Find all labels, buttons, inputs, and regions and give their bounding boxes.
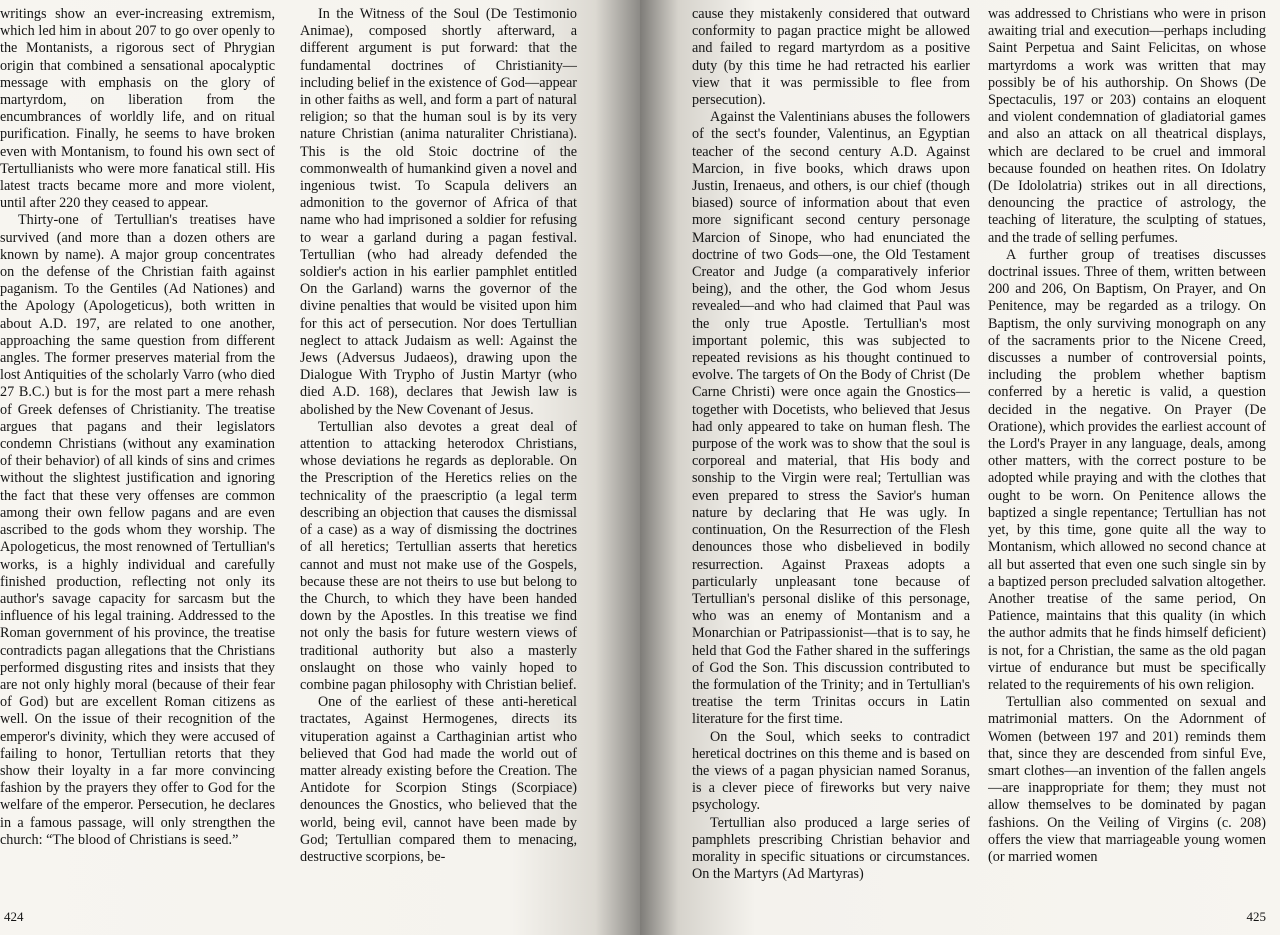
paragraph: Against the Valentinians abuses the followers of the sect's founder, Valentinus, an Egyptian teacher of the second century A.D. Against Marcion, in five books, which draws upon Justin, Irenaeus, and others, is our chief (though biased) source of information about that even more significant second century personage Marcion of Sinope, who had enunciated the doctrine of two Gods—one, the Old Testament Creator and Judge (a comparatively inferior being), and the other, the God whom Jesus revealed—and who had claimed that Paul was the only true Apostle. Tertullian's most important polemic, this was subjected to repeated revisions as his thought continued to evolve. The targets of On the Body of Christ (De Carne Christi) were once again the Gnostics—together with Docetists, who believed that Jesus had only appeared to take on human flesh. The purpose of the work was to show that the soul is corporeal and material, that His body and sonship to the Virgin were real; Tertullian was even prepared to stress the Savior's human nature by declaring that He was ugly. In continuation, On the Resurrection of the Flesh denounces those who disbelieved in bodily resurrection. Against Praxeas adopts a particularly unpleasant tone because of Tertullian's personal dislike of this personage, who was an enemy of Montanism and a Monarchian or Patripassionist—that is to say, he held that God the Father shared in the sufferings of God the Son. This discussion contributed to the formulation of the Trinity; and in Tertullian's treatise the term Trinitas occurs in Latin literature for the first time. [692, 109, 970, 728]
paragraph: One of the earliest of these anti-heretical tractates, Against Hermogenes, directs its vituperation against a Carthaginian artist who believed that God had made the world out of matter already existing before the Creation. The Antidote for Scorpion Stings (Scorpiace) denounces the Gnostics, who believed that the world, being evil, cannot have been made by God; Tertullian compared them to menacing, destructive scorpions, be- [300, 694, 577, 865]
paragraph: cause they mistakenly considered that outward conformity to pagan practice might be allowed and failed to regard martyrdom as a positive duty (by this time he had retracted his earlier view that it was permissible to flee from persecution). [692, 6, 970, 109]
paragraph: was addressed to Christians who were in prison awaiting trial and execution—perhaps including Saint Perpetua and Saint Felicitas, on whose martyrdoms a work was written that may possibly be of his authorship. On Shows (De Spectaculis, 197 or 203) contains an eloquent and violent condemnation of gladiatorial games and also an attack on all theatrical displays, which are declared to be cruel and immoral because founded on heathen rites. On Idolatry (De Idololatria) strikes out in all directions, denouncing the practice of astrology, the teaching of literature, the sculpting of statues, and the trade of selling perfumes. [988, 6, 1266, 246]
right-page [640, 0, 1280, 935]
right-page-column-1 [692, 6, 970, 896]
paragraph: A further group of treatises discusses doctrinal issues. Three of them, written between 200 and 206, On Baptism, On Prayer, and On Penitence, may be regarded as a trilogy. On Baptism, the only surviving monograph on any of the sacraments prior to the Nicene Creed, discusses a number of controversial points, including the problem whether baptism conferred by a heretic is valid, a question decided in the negative. On Prayer (De Oratione), which provides the earliest account of the Lord's Prayer in any language, deals, among other matters, with the correct posture to be adopted while praying and with the clothes that ought to be worn. On Penitence allows the baptized a single repentance; Tertullian has not yet, by this time, gone quite all the way to Montanism, which allowed no second chance at all but asserted that even one such single sin by a baptized person precluded salvation altogether. Another treatise of the same period, On Patience, maintains that this quality (in which the author admits that he finds himself deficient) is not, for a Christian, the same as the old pagan virtue of endurance but must be specifically related to the requirements of his own religion. [988, 246, 1266, 693]
paragraph: writings show an ever-increasing extremism, which led him in about 207 to go over openly to the Montanists, a rigorous sect of Phrygian origin that combined a sensational apocalyptic message with emphasis on the glory of martyrdom, on liberation from the encumbrances of worldly life, and on ritual purification. Finally, he seems to have broken even with Montanism, to found his own sect of Tertullianists who were more fanatical still. His latest tracts became more and more violent, until after 220 they ceased to appear. [0, 6, 275, 212]
left-page-column-2 [300, 6, 577, 896]
paragraph: Tertullian also commented on sexual and matrimonial matters. On the Adornment of Women (between 197 and 201) reminds them that, since they are descended from sinful Eve, smart clothes—an invention of the fallen angels—are inappropriate for them; they must not allow themselves to be dominated by pagan fashions. On the Veiling of Virgins (c. 208) offers the view that marriageable young women (or married women [988, 694, 1266, 865]
paragraph: On the Soul, which seeks to contradict heretical doctrines on this theme and is based on the views of a pagan physician named Soranus, is a clever piece of fireworks but very naive psychology. [692, 728, 970, 814]
paragraph: Tertullian also produced a large series of pamphlets prescribing Christian behavior and morality in specific situations or circumstances. On the Martyrs (Ad Martyras) [692, 814, 970, 883]
left-page-column-1 [0, 6, 275, 896]
paragraph: In the Witness of the Soul (De Testimonio Animae), composed shortly afterward, a different argument is put forward: that the fundamental doctrines of Christianity—including belief in the existence of God—appear in other faiths as well, and form a part of natural religion; so that the human soul is by its very nature Christian (anima naturaliter Christiana). This is the old Stoic doctrine of the commonwealth of humankind given a novel and ingenious twist. To Scapula delivers an admonition to the governor of Africa of that name who had imprisoned a soldier for refusing to wear a garland during a pagan festival. Tertullian (who had already defended the soldier's action in his earlier pamphlet entitled On the Garland) warns the governor of the divine penalties that would be visited upon him for this act of persecution. Nor does Tertullian neglect to attack Judaism as well: Against the Jews (Adversus Judaeos), drawing upon the Dialogue With Trypho of Justin Martyr (who died A.D. 168), declares that Jewish law is abolished by the New Covenant of Jesus. [300, 6, 577, 418]
page-number: 424 [4, 909, 24, 924]
right-page-column-2 [988, 6, 1266, 896]
paragraph: Thirty-one of Tertullian's treatises have survived (and more than a dozen others are known by name). A major group concentrates on the defense of the Christian faith against paganism. To the Gentiles (Ad Nationes) and the Apology (Apologeticus), both written in about A.D. 197, are related to one another, approaching the same question from different angles. The former preserves material from the lost Antiquities of the scholarly Varro (who died 27 B.C.) but is for the most part a mere rehash of Greek defenses of Christianity. The treatise argues that pagans and their legislators condemn Christians (without any examination of their behavior) of all kinds of sins and crimes without the slightest justification and ignoring the fact that these very offenses are common among their own fellow pagans and are even ascribed to the gods whom they worship. The Apologeticus, the most renowned of Tertullian's works, is a highly individual and carefully finished production, reflecting not only its author's savage capacity for sarcasm but the influence of his legal training. Addressed to the Roman government of his province, the treatise contradicts pagan allegations that the Christians performed disgusting rites and insists that they are not only highly moral (because of their fear of God) but are excellent Roman citizens as well. On the issue of their recognition of the emperor's divinity, which they were accused of failing to honor, Tertullian retorts that they show their loyalty in a far more convincing fashion by the prayers they offer to God for the welfare of the emperor. Persecution, he declares in a famous passage, will only strengthen the church: “The blood of Christians is seed.” [0, 212, 275, 848]
page-number: 425 [1246, 909, 1266, 924]
paragraph: Tertullian also devotes a great deal of attention to attacking heterodox Christians, whose deviations he regards as deplorable. On the Prescription of the Heretics relies on the technicality of the praescriptio (a legal term describing an objection that causes the dismissal of a case) as a way of dismissing the doctrines of all heretics; Tertullian asserts that heretics cannot and must not make use of the Gospels, because these are not theirs to use but belong to the Church, to which they have been handed down by the Apostles. In this treatise we find not only the basis for future western views of traditional authority but also a masterly onslaught on those who vainly hoped to combine pagan philosophy with Christian belief. [300, 418, 577, 693]
